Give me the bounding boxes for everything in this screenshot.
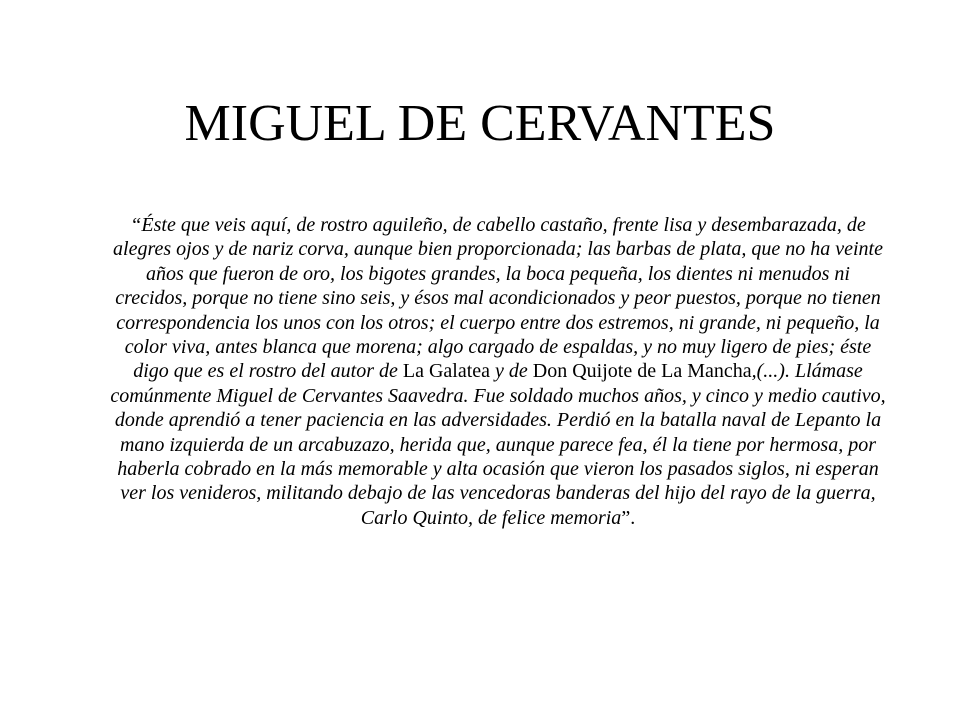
quote-joiner: y de (490, 360, 533, 383)
work-title-quijote: Don Quijote de La Mancha (532, 360, 752, 383)
slide-title: MIGUEL DE CERVANTES (184, 95, 776, 152)
quote-text-part2: ,(...). Llámase comúnmente Miguel de Cervantes Saavedra. Fue soldado muchos años, y cinco y medio cautivo, donde aprendió a tener paciencia en las adversidades. Perdió en la batalla naval de Lepanto la mano izquierda de un arcabuzazo, herida que, aunque parece fea, él la tiene por hermosa, por haberla cobrado en la más memorable y alta ocasión que vieron los pasados siglos, ni esperan ver los venideros, militando debajo de las vencedoras banderas del hijo del rayo de la guerra, Carlo Quinto, de felice memoria (110, 360, 886, 529)
work-title-galatea: La Galatea (402, 360, 491, 383)
quote-closing: ”. (621, 506, 636, 529)
cervantes-quote (110, 213, 886, 530)
quote-text-part1: “Éste que veis aquí, de rostro aguileño, de cabello castaño, frente lisa y desembarazada, de alegres ojos y de nariz corva, aunque bien proporcionada; las barbas de plata, que no ha veinte años que fueron de oro, los bigotes grandes, la boca pequeña, los dientes ni menudos ni crecidos, porque no tiene sino seis, y ésos mal acondicionados y peor puestos, porque no tienen correspondencia los unos con los otros; el cuerpo entre dos estremos, ni grande, ni pequeño, la color viva, antes blanca que morena; algo cargado de espaldas, y no muy ligero de pies; éste digo que es el rostro del autor de (113, 214, 883, 383)
